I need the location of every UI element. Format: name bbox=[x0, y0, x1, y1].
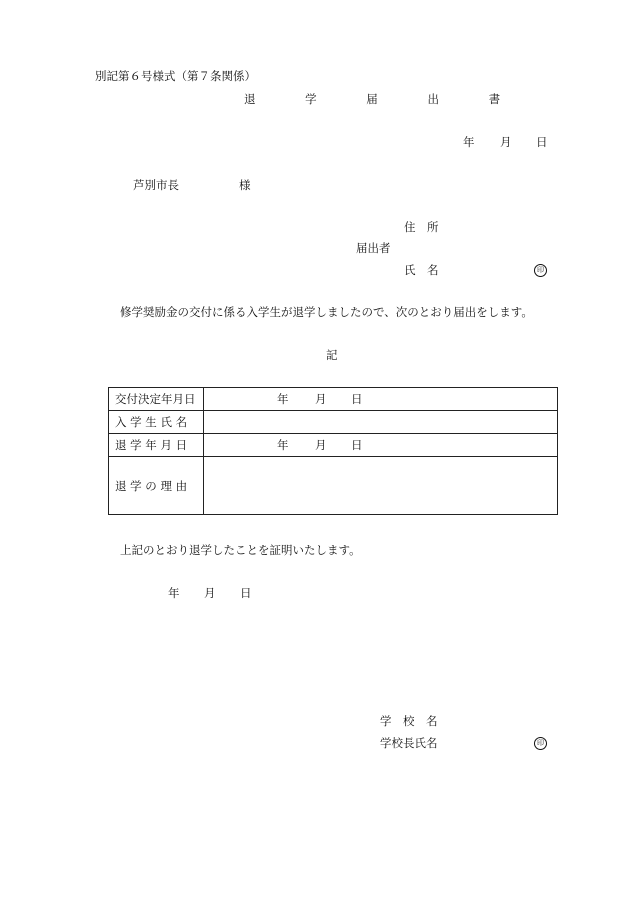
certification-date-year: 年 bbox=[168, 586, 180, 600]
row-label-student-name: 入 学 生 氏 名 bbox=[109, 411, 204, 434]
header-date-day: 日 bbox=[536, 135, 548, 149]
row-label-reason: 退 学 の 理 由 bbox=[109, 457, 204, 515]
details-table bbox=[108, 387, 558, 515]
applicant-name-label: 氏 名 bbox=[404, 263, 439, 277]
decision-date-year: 年 bbox=[277, 392, 289, 406]
certification-text: 上記のとおり退学したことを証明いたします。 bbox=[120, 543, 361, 557]
principal-name-label: 学校長氏名 bbox=[380, 736, 438, 750]
addressee-name: 芦別市長 bbox=[133, 178, 179, 192]
applicant-seal-icon: 印 bbox=[534, 264, 547, 277]
certification-date-day: 日 bbox=[240, 586, 252, 600]
header-date-month: 月 bbox=[500, 135, 512, 149]
withdrawal-date-year: 年 bbox=[277, 438, 289, 452]
table-row bbox=[109, 457, 558, 515]
withdrawal-date-day: 日 bbox=[351, 438, 363, 452]
principal-seal-icon: 印 bbox=[534, 737, 547, 750]
row-value-student-name[interactable] bbox=[204, 411, 558, 434]
certification-date-month: 月 bbox=[204, 586, 216, 600]
header-date-year: 年 bbox=[463, 135, 475, 149]
table-row bbox=[109, 411, 558, 434]
form-reference: 別記第６号様式（第７条関係） bbox=[95, 69, 256, 83]
row-label-withdrawal-date: 退 学 年 月 日 bbox=[109, 434, 204, 457]
row-value-reason[interactable] bbox=[204, 457, 558, 515]
table-row bbox=[109, 388, 558, 411]
row-label-decision-date: 交付決定年月日 bbox=[109, 388, 204, 411]
ki-heading: 記 bbox=[326, 348, 338, 362]
addressee-honorific: 様 bbox=[239, 178, 251, 192]
withdrawal-date-month: 月 bbox=[315, 438, 327, 452]
intro-text: 修学奨励金の交付に係る入学生が退学しましたので、次のとおり届出をします。 bbox=[120, 305, 533, 319]
applicant-address-label: 住 所 bbox=[404, 220, 439, 234]
row-value-decision-date[interactable] bbox=[204, 388, 558, 411]
row-value-withdrawal-date[interactable] bbox=[204, 434, 558, 457]
decision-date-day: 日 bbox=[351, 392, 363, 406]
document-title: 退 学 届 出 書 bbox=[244, 92, 524, 106]
applicant-role-label: 届出者 bbox=[356, 241, 391, 255]
school-name-label: 学 校 名 bbox=[380, 714, 438, 728]
table-row bbox=[109, 434, 558, 457]
decision-date-month: 月 bbox=[315, 392, 327, 406]
